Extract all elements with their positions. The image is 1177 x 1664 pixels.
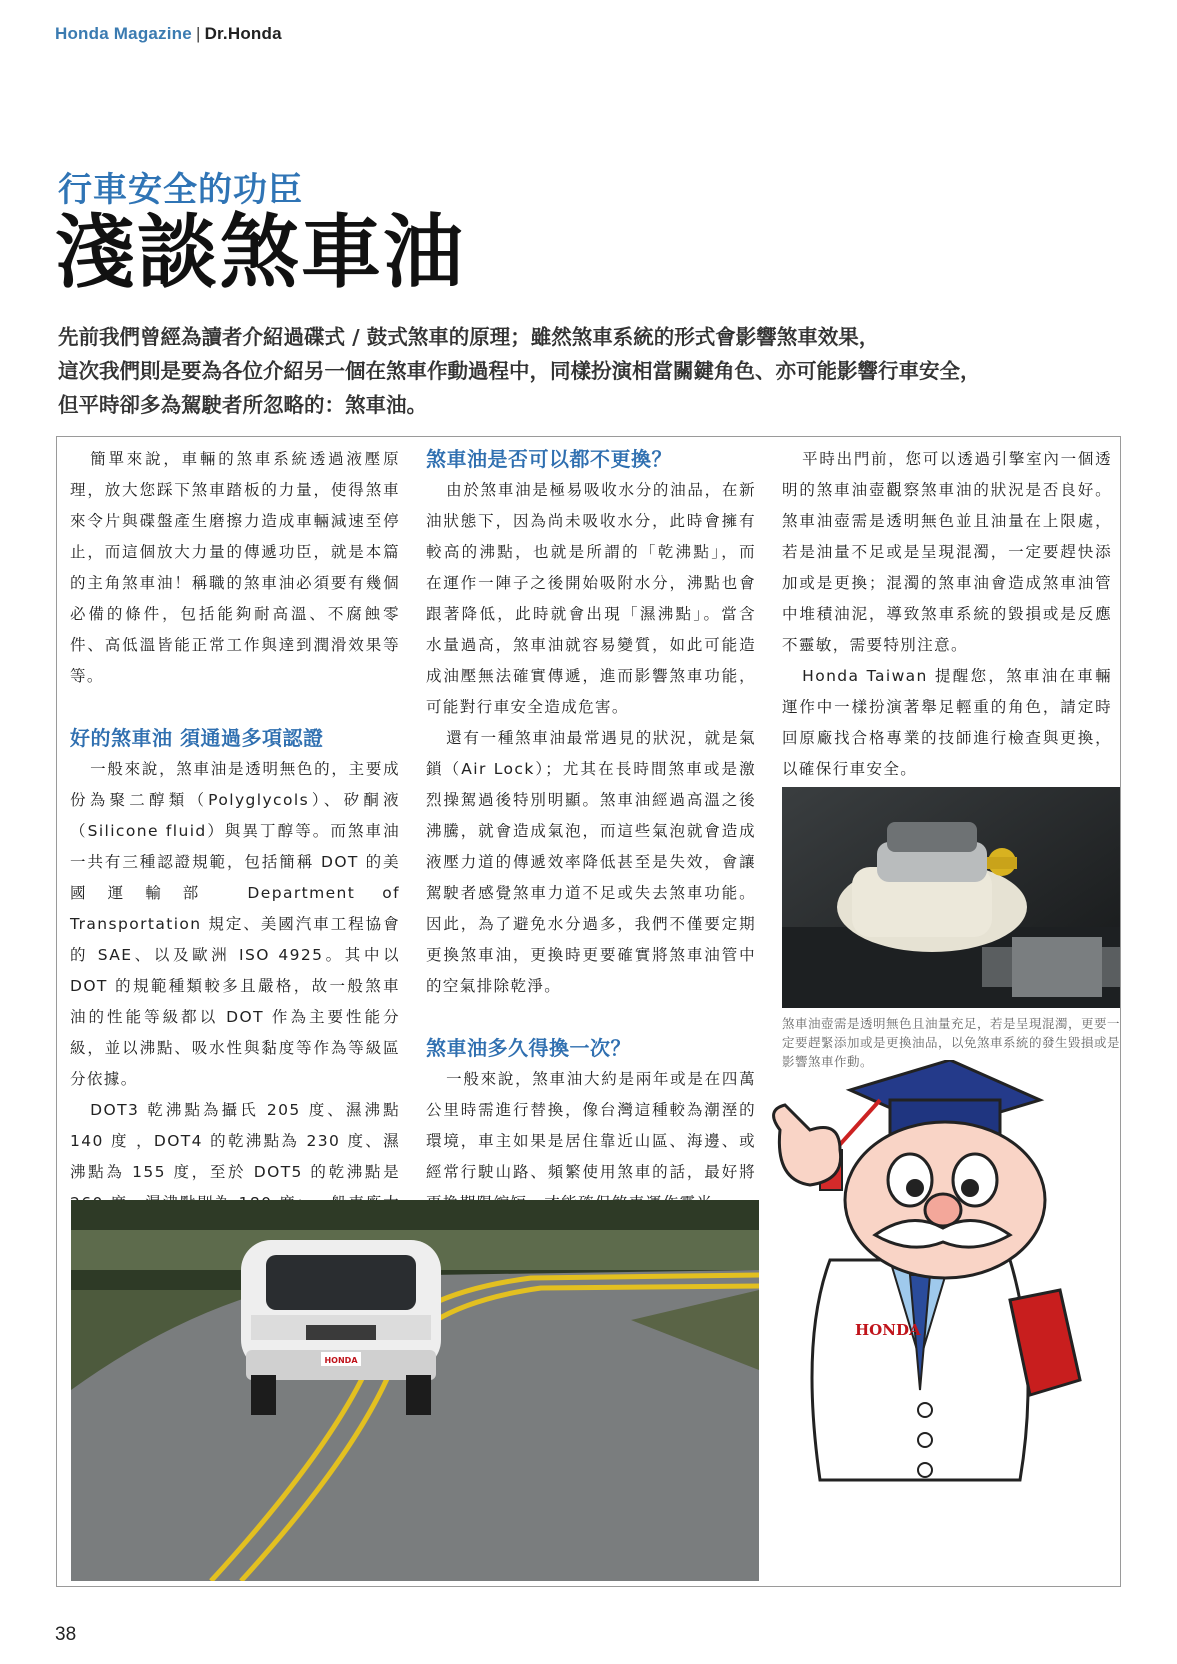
paragraph: 平時出門前，您可以透過引擎室內一個透明的煞車油壺觀察煞車油的狀況是否良好。煞車油壺需是透明無色並且油量在上限處，若是油量不足或是呈現混濁，一定要趕快添加或是更換；混濁的煞車油會造成煞車油管中堆積油泥，導致煞車系統的毀損或是反應不靈敏，需要特別注意。 — [782, 450, 1112, 654]
section-name: Dr.Honda — [204, 24, 282, 43]
article-headline: 淺談煞車油 — [55, 205, 465, 299]
masthead-separator: | — [195, 24, 201, 43]
article-lead — [58, 320, 1148, 422]
page-number: 38 — [55, 1624, 77, 1645]
lead-line: 但平時卻多為駕駛者所忽略的：煞車油。 — [58, 393, 427, 417]
license-plate-text: HONDA — [324, 1356, 358, 1365]
paragraph: 簡單來說，車輛的煞車系統透過液壓原理，放大您踩下煞車踏板的力量，使得煞車來令片與碟盤產生磨擦力造成車輛減速至停止，而這個放大力量的傳遞功臣，就是本篇的主角煞車油！稱職的煞車油必須要有幾個必備的條件，包括能夠耐高溫、不腐蝕零件、高低溫皆能正常工作與達到潤滑效果等等。 — [70, 450, 400, 685]
subheading: 煞車油多久得換一次？ — [426, 1036, 631, 1060]
dr-honda-mascot-illustration — [760, 1060, 1140, 1500]
column-2 — [426, 444, 756, 1219]
photo-caption: 煞車油壺需是透明無色且油量充足，若是呈現混濁，更要一定要趕緊添加或是更換油品，以免煞車系統的發生毀損或是影響煞車作動。 — [782, 1016, 1121, 1069]
brake-fluid-reservoir-photo — [782, 787, 1120, 1008]
paragraph: 還有一種煞車油最常遇見的狀況，就是氣鎖（Air Lock）；尤其在長時間煞車或是激烈操駕過後特別明顯。煞車油經過高溫之後沸騰，就會造成氣泡，而這些氣泡就會造成液壓力道的傳遞效率降低甚至是失效，會讓駕駛者感覺煞車力道不足或失去煞車功能。因此，為了避免水分過多，我們不僅要定期更換煞車油，更換時更要確實將煞車油管中的空氣排除乾淨。 — [426, 729, 756, 995]
subheading: 好的煞車油 須通過多項認證 — [70, 726, 324, 750]
paragraph: DOT3 乾沸點為攝氏 205 度、濕沸點 140 度 ，DOT4 的乾沸點為 230 度、濕沸點為 155 度，至於 DOT5 的乾沸點是 — [70, 1101, 400, 1181]
paragraph: 一般來說，煞車油是透明無色的，主要成份為聚二醇類（Polyglycols）、矽酮液（Silicone fluid）與異丁醇等。而煞車油一共有三種認證規範，包括簡稱 DOT 的美國運輸部 Department of Transportation 規定、美國汽車工程協會的 SAE、以及歐洲 ISO 4925。其中以 DOT 的規範種類較多且嚴格，故一般煞車油的性能等級都以 DOT 作為主要性能分級，並以沸點、吸水性與黏度等作為等級區分依據。 — [70, 760, 400, 1088]
honda-badge-text: HONDA — [855, 1321, 921, 1339]
column-3 — [782, 444, 1112, 785]
subheading: 煞車油是否可以都不更換？ — [426, 447, 672, 471]
paragraph: 一般來說，煞車油大約是兩年或是在四萬公里時需進行替換，像台灣這種較為潮溼的環境，車主如果是居住靠近山區、海邊、或經常行駛山路、頻繁使用煞車的話，最好將 — [426, 1070, 756, 1181]
lead-line: 這次我們則是要為各位介紹另一個在煞車作動過程中，同樣扮演相當關鍵角色、亦可能影響行車安全， — [58, 359, 981, 383]
column-1 — [70, 444, 400, 1250]
article-kicker: 行車安全的功臣 — [58, 170, 303, 210]
lead-line: 先前我們曾經為讀者介紹過碟式 / 鼓式煞車的原理；雖然煞車系統的形式會影響煞車效果， — [58, 325, 880, 349]
magazine-name: Honda Magazine — [55, 24, 192, 43]
suv-on-road-photo — [71, 1200, 759, 1581]
paragraph: 由於煞車油是極易吸收水分的油品，在新油狀態下，因為尚未吸收水分，此時會擁有較高的沸點，也就是所謂的「乾沸點」，而在運作一陣子之後開始吸附水分，沸點也會跟著降低，此時就會出現「濕沸點」。當含水量過高，煞車油就容易變質，如此可能造成油壓無法確實傳遞，進而影響煞車功能，可能對行車安全造成危害。 — [426, 481, 756, 716]
paragraph: Honda Taiwan 提醒您，煞車油在車輛運作中一樣扮演著舉足輕重的角色，請定時回原廠找合格專業的技師進行檢查與更換，以確保行車安全。 — [782, 667, 1112, 778]
masthead — [55, 24, 282, 44]
